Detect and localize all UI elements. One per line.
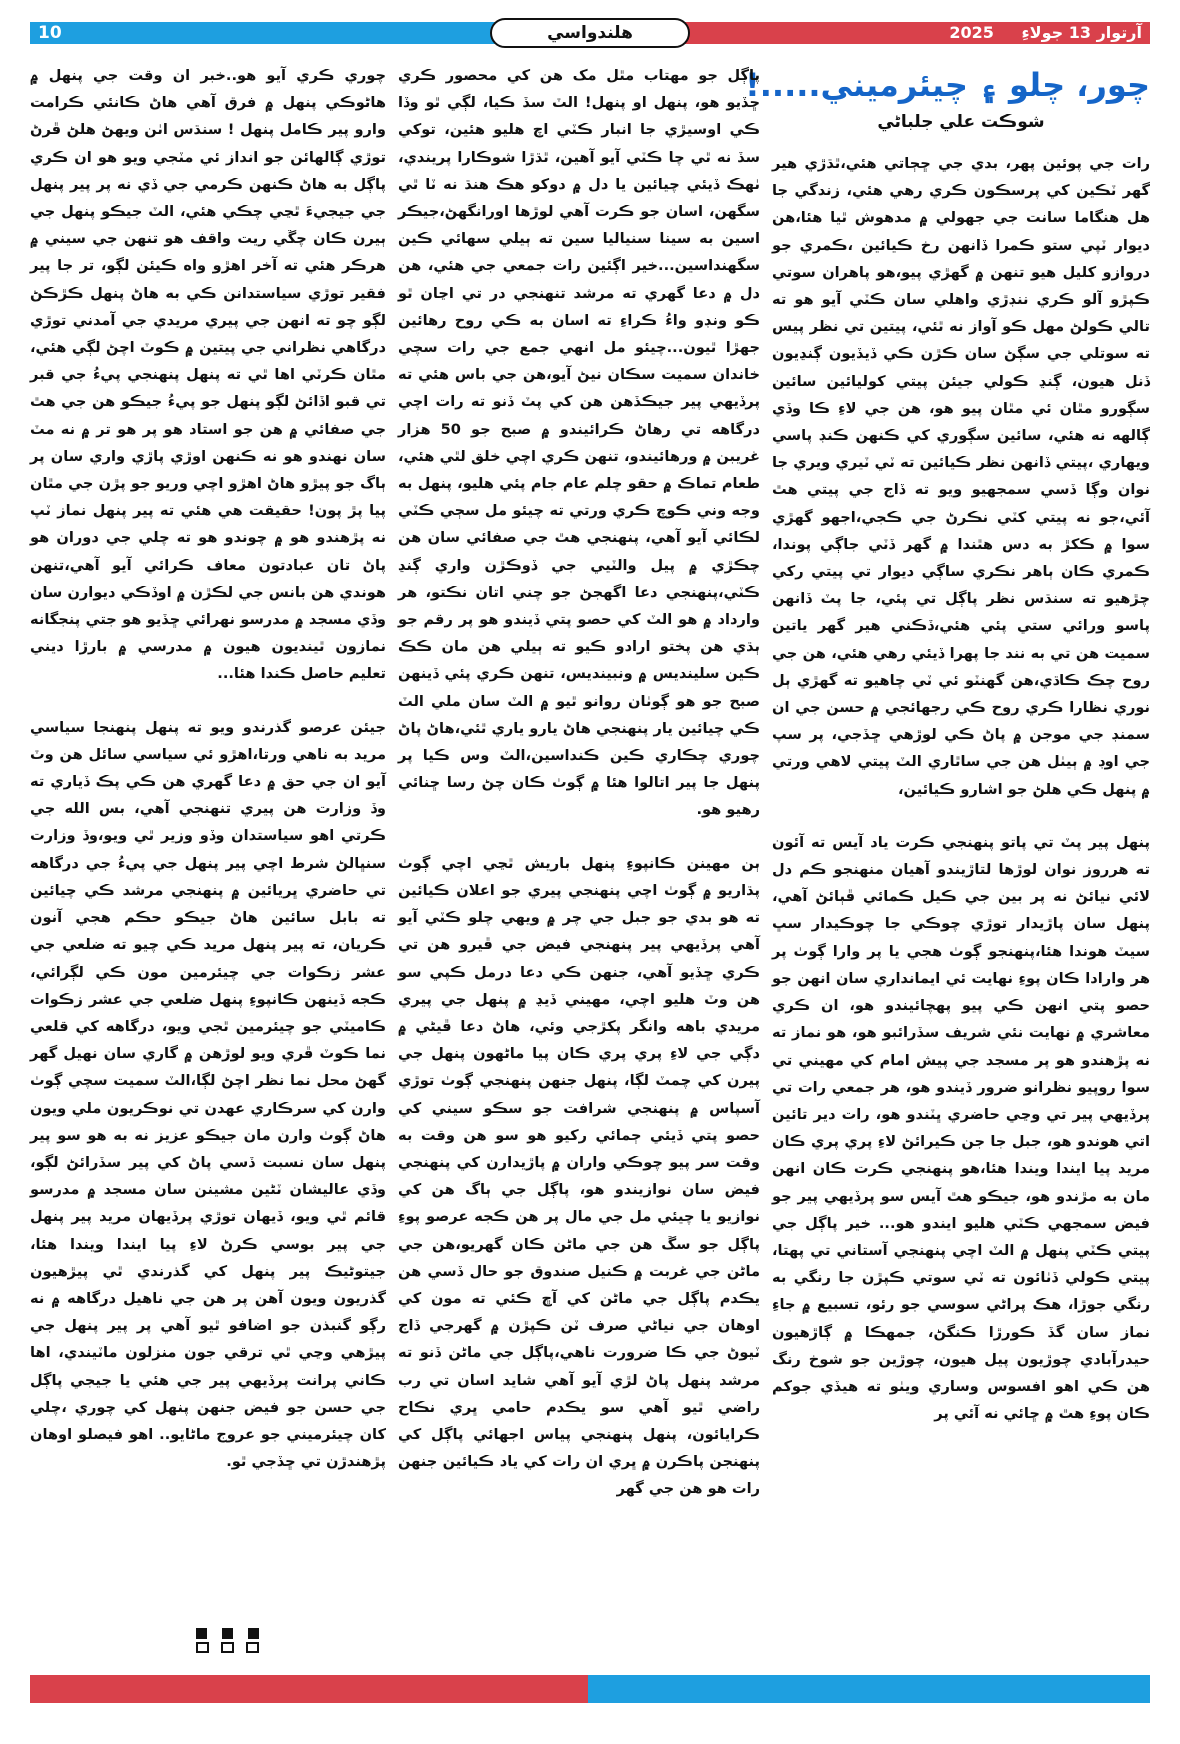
issue-date-value: 13 جولاءِ bbox=[1021, 23, 1091, 42]
article-byline: شوڪت علي جلباڻي bbox=[877, 112, 1045, 132]
paragraph: پنهل پير پٽ تي پاتو پنهنجي ڪرت ياد آيس ته آئون ته هرروز نوان لوڙها لتاڙيندو آهيان منهنجو ڪم دل لائي نيائڻ نه پر بين جي ڪيل ڪمائي ڦٻائڻ آهي، پنهل سان پاڙيدار توڙي چوڪي جا چوڪيدار سڀ سيٽ هوندا هئا،پنهنجو ڳوٺ هجي يا پر وارا ڳوٺ پر هر وارادا ڪان پوءِ نهايت ئي ايمانداري سان انهن جو حصو پتي انهن ڪي پيو پهچائيندو هو، ان ڪري معاشري ۾ نهايت نئي شريف سڏرائبو هو، هو نماز ته نه پڙهندو هو پر مسجد جي پيش امام کي مهيني تي سوا روپيو نظرانو ضرور ڏيندو هو، هر جمعي رات تي پرڏيهي پير تي وڃي حاضري ڀٽندو هو، رات دير تائين اتي هوندو هو، جبل جا جن ڪيرائڻ لاءِ پري پري ڪان مريد پيا ايندا ويندا هئا،هو پنهنجي ڪرت ڪان انهن مان به مڙندو هو، جيڪو هٿ آيس سو پرڏيهي پير جو فيض سمجهي ڪٽي هليو ايندو هو... خير پاڳل جي پيتي ڪٽي پنهل ۾ الٽ اچي پنهنجي آستاني تي پهتا، پيتي ڪولي ڏٺائون ته ٽي سوتي ڪپڙن جا رنگي به رنگي جوڙا، هڪ پراڻي سوسي جو رئو، تسبيع ۾ جاءِ نماز سان گڏ ڪورڙا ڪنگڻ، جمهڪا ۾ ڳاڙهيون حيدرآبادي چوڙيون پيل هيون، چوڙين جو شوخ رنگ هن ڪي اهو افسوس وساري ويٺو ته هيڏي جوکم ڪان پوءِ هٿ ۾ ڇائي نه آئي پر bbox=[772, 833, 1150, 1423]
paragraph: چوري ڪري آيو هو..خبر ان وقت جي پنهل ۾ هاڻوڪي پنهل ۾ فرق آهي هاڻ ڪانئي ڪرامت وارو پير ڪامل پنهل ! سنڌس اٺن ويهڻ هلڻ ڦرڻ توڙي ڳالهائن جو انداز ئي مٽجي ويو هو ان ڪري پاڳل به هاڻ ڪنهن ڪرمي جي ڏي نه پر پير پنهل جي جيجيءَ ٿڃي چڪي هئي، الٽ جيڪو پنهل جي ٻيرن ڪان چڱي ريت واقف هو تنهن جي سيني ۾ هرڪر هئي ته آخر اهڙو واه ڪيئن لڳو، تر جا پير فقير توڙي سياستدانن ڪي به هاڻ پنهل ڪڙڪڻ لڳو چو ته انهن جي پيري مريدي جي آمدني توڙي درگاهي نظراني جي پيتين ۾ ڪوٽ اچڻ لڳي هئي، مٿان ڪرٽي اها ٿي ته پنهل پنهنجي پيءُ جي قبر تي قبو اڏائڻ لڳو پنهل جو پيءُ جيڪو هن جي هٿ جي صفائي ۾ هن جو استاد هو پر هو تر ۾ نه مٽ سان نهندو هو نه ڪنهن اوڙي پاڙي واري سان پر ٻاگ جو پيڙو هاڻ اهڙو اچي وريو جو پڙن جي مٿان پيا پڙ پون! حقيقت هي هئي ته پير پنهل نماز ٽپ نه پڙهندو هو ۾ چوندو هو ته چلي جي دوران هو پاڻ تان عبادتون معاف ڪرائي آيو آهي،تنهن هوندي هن بانس جي لڪڙن ۾ اوڏڪي ديوارن سان وڏي مسجد ۾ مدرسو نهرائي ڇڏيو هو جتي پنجگانه نمازون ٿينديون هيون ۾ مدرسي ۾ بارڙا ديني تعليم حاصل ڪندا هئا... bbox=[30, 67, 386, 683]
paragraph: پاڳل جو مهتاب مٿل مک هن کي محصور ڪري ڇڏيو هو، پنهل او پنهل! الٽ سڏ ڪيا، لڳي ٿو وڏا ڪي اوسيڙي جا انبار ڪٽي اچ هليو هئين، توکي سڏ نه ٿي چا ڪٽي آيو آهين، ٿڌڙا شوڪارا پريندي، ٺهڪ ڏيئي چيائين يا دل ۾ دوکو هڪ هنڌ نه ٽا ٿي سگهن، اسان جو ڪرت آهي لوڙها اورانگهڻ،جيڪر اسين به سينا سنياليا سين ته ٻيلي سهائي ڪين سگهنداسين...خير اڳئين رات جمعي جي هئي، هن دل ۾ دعا گهري ته مرشد تنهنجي در تي اڃان ٿو ڪو ونڊو واءُ ڪراءِ ته اسان به ڪي روح رهائين جهڙا ٿيون...چيئو مل انهي جمع جي رات سچي خاندان سميت سڪان نيڻ آيو،هن جي باس هئي ته پرڏيهي پير جيڪڏهن هن کي پٽ ڏنو ته رات اچي درگاهه تي رهاڻ ڪرائيندو ۾ صبح جو 50 هزار غريبن ۾ ورهائيندو، تنهن ڪري اچي خلق لٿي هئي، طعام تماڪ ۾ حقو چلم عام جام پئي هليو، پنهل به وجه وني ڪوچ ڪري ورتي ته چيئو مل سڄي ڪٽي لڪائي آيو آهي، پنهنجي هٿ جي صفائي سان هن چڪڙي ۾ پيل والٽيي جي ڏوڪڙن واري ڳنڍ ڪٽي،پنهنجي دعا اگهجڻ جو چني اتان نڪتو، هر وارداد ۾ هو الٽ کي حصو پتي ڏيندو هو پر رقم جو ٻڌي هن پختو ارادو ڪيو ته ٻيلي هن مان ڪڪ ڪين سلينديس ۾ ونبينديس، تنهن ڪري پئي ڏينهن صبح جو هو ڳوٺان روانو ٿيو ۾ الٽ سان ملي الٽ ڪي چيائين يار پنهنجي هاڻ يارو ياري ٿئي،هاڻ پاڻ چوري چڪاري ڪين ڪنداسين،الٽ وس ڪيا پر پنهل جا پير اتالوا هئا ۾ ڳوٺ ڪان چڻ رسا ڇنائي رهيو هو. bbox=[398, 67, 760, 819]
article-column-left bbox=[30, 62, 386, 1475]
issue-year: 2025 bbox=[949, 23, 994, 42]
paragraph: جيئن عرصو گذرندو ويو ته پنهل پنهنجا سياسي مريد به ناهي ورتا،اهڙو ئي سياسي سائل هن وٽ آيو ان جي حق ۾ دعا گهري هن ڪي پڪ ڏياري ته وڏ وزارت هن پيري تنهنجي آهي، بس الله جي ڪرتي اهو سياستدان وڏو وزير ٿي ويو،وڏ وزارت سنڀالڻ شرط اچي پير پنهل جي پيءُ جي درگاهه تي حاضري ڀريائين ۾ پنهنجي مرشد ڪي چيائين ته بابل سائين هاڻ جيڪو حڪم هجي آنون ڪريان، ته پير پنهل مريد ڪي چيو ته ضلعي جي عشر زڪوات جي چيئرمين مون ڪي لڳرائي، ڪجه ڏينهن ڪانپوءِ پنهل ضلعي جي عشر زڪوات ڪاميٽي جو چيئرمين ٿجي ويو، درگاهه کي قلعي نما ڪوٽ ڦري ويو لوڙهن ۾ گاري سان نهيل گهر گهڻ محل نما نظر اچڻ لڳا،الٽ سميت سچي ڳوٺ وارن کي سرڪاري عهدن تي نوڪريون ملي ويون هاڻ ڳوٺ وارن مان جيڪو عزيز نه به هو سو پير پنهل سان نسبت ڏسي پاڻ کي پير سڏرائڻ لڳو، وڏي عاليشان ٽڻين مشينن سان مسجد ۾ مدرسو قائم ٿي ويو، ڏيهان توڙي پرڏيهان مريد پير پنهل جي پير بوسي ڪرڻ لاءِ پيا ايندا ويندا هئا، جيتوڻيڪ پير پنهل کي گذرندي ٿي پيڙهيون گذريون ويون آهن پر هن جي ناهيل درگاهه ۾ نه رڳو گنبذن جو اضافو ٿيو آهي پر پير پنهل جي پيڙهي وڃي ٿي ترقي جون منزلون ماٽيندي، اها ڪاني پرانت پرڏيهي پير جي هئي يا جيجي پاڳل جي حسن جو فيض جنهن پنهل کي چوري ،چلي کان چيئرميني جو عروج ماڻايو.. اهو فيصلو اوهان پڙهندڙن تي ڇڏجي ٿو. bbox=[30, 718, 386, 1471]
footer-bar-blue-segment bbox=[588, 1675, 1150, 1703]
issue-day: آرتوار bbox=[1096, 23, 1142, 42]
header-bar-blue-segment bbox=[30, 22, 560, 44]
masthead-logo bbox=[490, 18, 690, 48]
page-number: 10 bbox=[38, 23, 62, 43]
paragraph: رات جي پوئين پهر، بدي جي ڇڄاتي هئي،ٿڌڙي هير گهر ٽڪين کي پرسڪون ڪري رهي هئي، زندگي جا هل هنگاما سانت جي جهولي ۾ مدهوش ٿيا هئا،هن ديوار ٽپي ستو ڪمرا ڏانهن رخ ڪيائين ،ڪمري جو دروازو کليل هيو تنهن ۾ گهڙي پيو،هو پاهران سوتي ڪپڙو آلو ڪري ننڊڙي واهلي سان ڪٽي آيو هو ته تالي ڪولڻ مهل ڪو آواز نه ٿئي، پيتين تي نظر پيس ته سوتلي جي سڳڻ سان ڪڙن ڪي ڏيڏيون ڳنڍيون ڏنل هيون، ڳنڍ ڪولي جيئن پيتي کوليائين سائين سڳورو مٿان ئي مٿان پيو هو، هن جي لاءِ ڪا وڏي ڳالهه نه هئي، سائين سڳوري کي ڪنهن ڪنڊ پاسي ويهاري ،پيتي ڏانهن نظر ڪيائين ته ٽي ٽيري ويري جا نوان وڳا ڏسي سمجهيو ويو ته ڏاج جي پيتي هٿ آئي،جو نه پيتي کٽي نڪرڻ جي ڪجي،اجهو گهڙي سوا ۾ ڪکڙ به دس هٿندا ۾ گهر ڏٽي جاڳي پوندا، ڪمري ڪان ٻاهر نڪري ساڳي ديوار تي پيتي رکي چڙهيو ته سنڌس نظر پاڳل تي پئي، جا پٽ ڏانهن پاسو ورائي ستي پئي هئي،ڏڪني هير گهر ياتين سميت هن تي به نند جا پهرا ڏيئي رهي هئي، هن جي روح چڪ ڪاڌي،هن گهنٽو ئي ٽي چاهيو ته گهڙي ٻل نوري نظارا ڪري روح ڪي رجهائجي ۾ حسن جي ان سمنڊ جي موجن ۾ پاڻ ڪي لوڙهي ڇڏجي، پر سپ جي اوڊ ۾ ٻيٺل هن جي ساٿاري الٽ پيتي لاهي ورتي ۾ پنهل ڪي هلڻ جو اشارو ڪيائين، bbox=[772, 155, 1150, 798]
article-end-mark-icon bbox=[196, 1628, 260, 1658]
article-column-right bbox=[772, 150, 1150, 1427]
paragraph: ٻن مهينن ڪانپوءِ پنهل باريش ٿڃي اچي ڳوٺ پڌاريو ۾ ڳوٺ اچي پنهنجي پيري جو اعلان ڪيائين ته هو بدي جو جبل جي چر ۾ ويهي چلو ڪٽي آيو آهي پرڏيهي پير پنهنجي فيض جي ڦيرو هن تي ڪري ڇڏيو آهي، جنهن ڪي دعا درمل ڪپي سو هن وٽ هليو اچي، مهيني ڏيڍ ۾ پنهل جي پيري مريدي باهه وانگر پکڙجي وئي، هاڻ دعا ڦيڻي ۾ دڳي جي لاءِ پري پري ڪان پيا ماڻهون پنهل جي پيرن کي چمٽ لڳا، پنهل جنهن پنهنجي ڳوٺ توڙي آسپاس ۾ پنهنجي شرافت جو سڪو سيني کي حصو پتي ڏيئي ڄمائي رکيو هو سو هن وقت به وقت سر پيو چوڪي واران ۾ پاڙيدارن کي پنهنجي فيض سان نوازيندو هو، پاڳل جي ٻاگ هن کي نوازيو يا چيئي مل جي مال پر هن ڪجه عرصو پوءِ پاڳل جو سڱ هن جي ماڻن ڪان گهريو،هن جي ماڻن جي غربت ۾ ڪنيل صندوق جو حال ڏسي هن يڪدم پاڳل جي ماڻن کي آڇ ڪئي ته مون کي اوهان جي نياڻي صرف ٽن ڪپڙن ۾ گهرجي ڏاج ٽيوڻ جي ڪا ضرورت ناهي،پاڳل جي ماڻن ڏنو ته مرشد پنهل پاڻ لڙي آيو آهي شايد اسان تي رب راضي ٿيو آهي سو يڪدم حامي ڀري نڪاح ڪرايائون، پنهل پنهنجي پياس اجهائي پاڳل کي پنهنجن پاڪرن ۾ ڀري ان رات کي ياد ڪيائين جنهن رات هو هن جي گهر bbox=[398, 854, 760, 1498]
footer-bar bbox=[30, 1675, 1150, 1703]
article-title: چور، چلو ۽ چيئرميني.....! bbox=[745, 66, 1150, 104]
article-column-middle bbox=[398, 62, 760, 1503]
issue-date bbox=[949, 22, 1142, 44]
masthead-name: هلندواسي bbox=[547, 23, 633, 43]
